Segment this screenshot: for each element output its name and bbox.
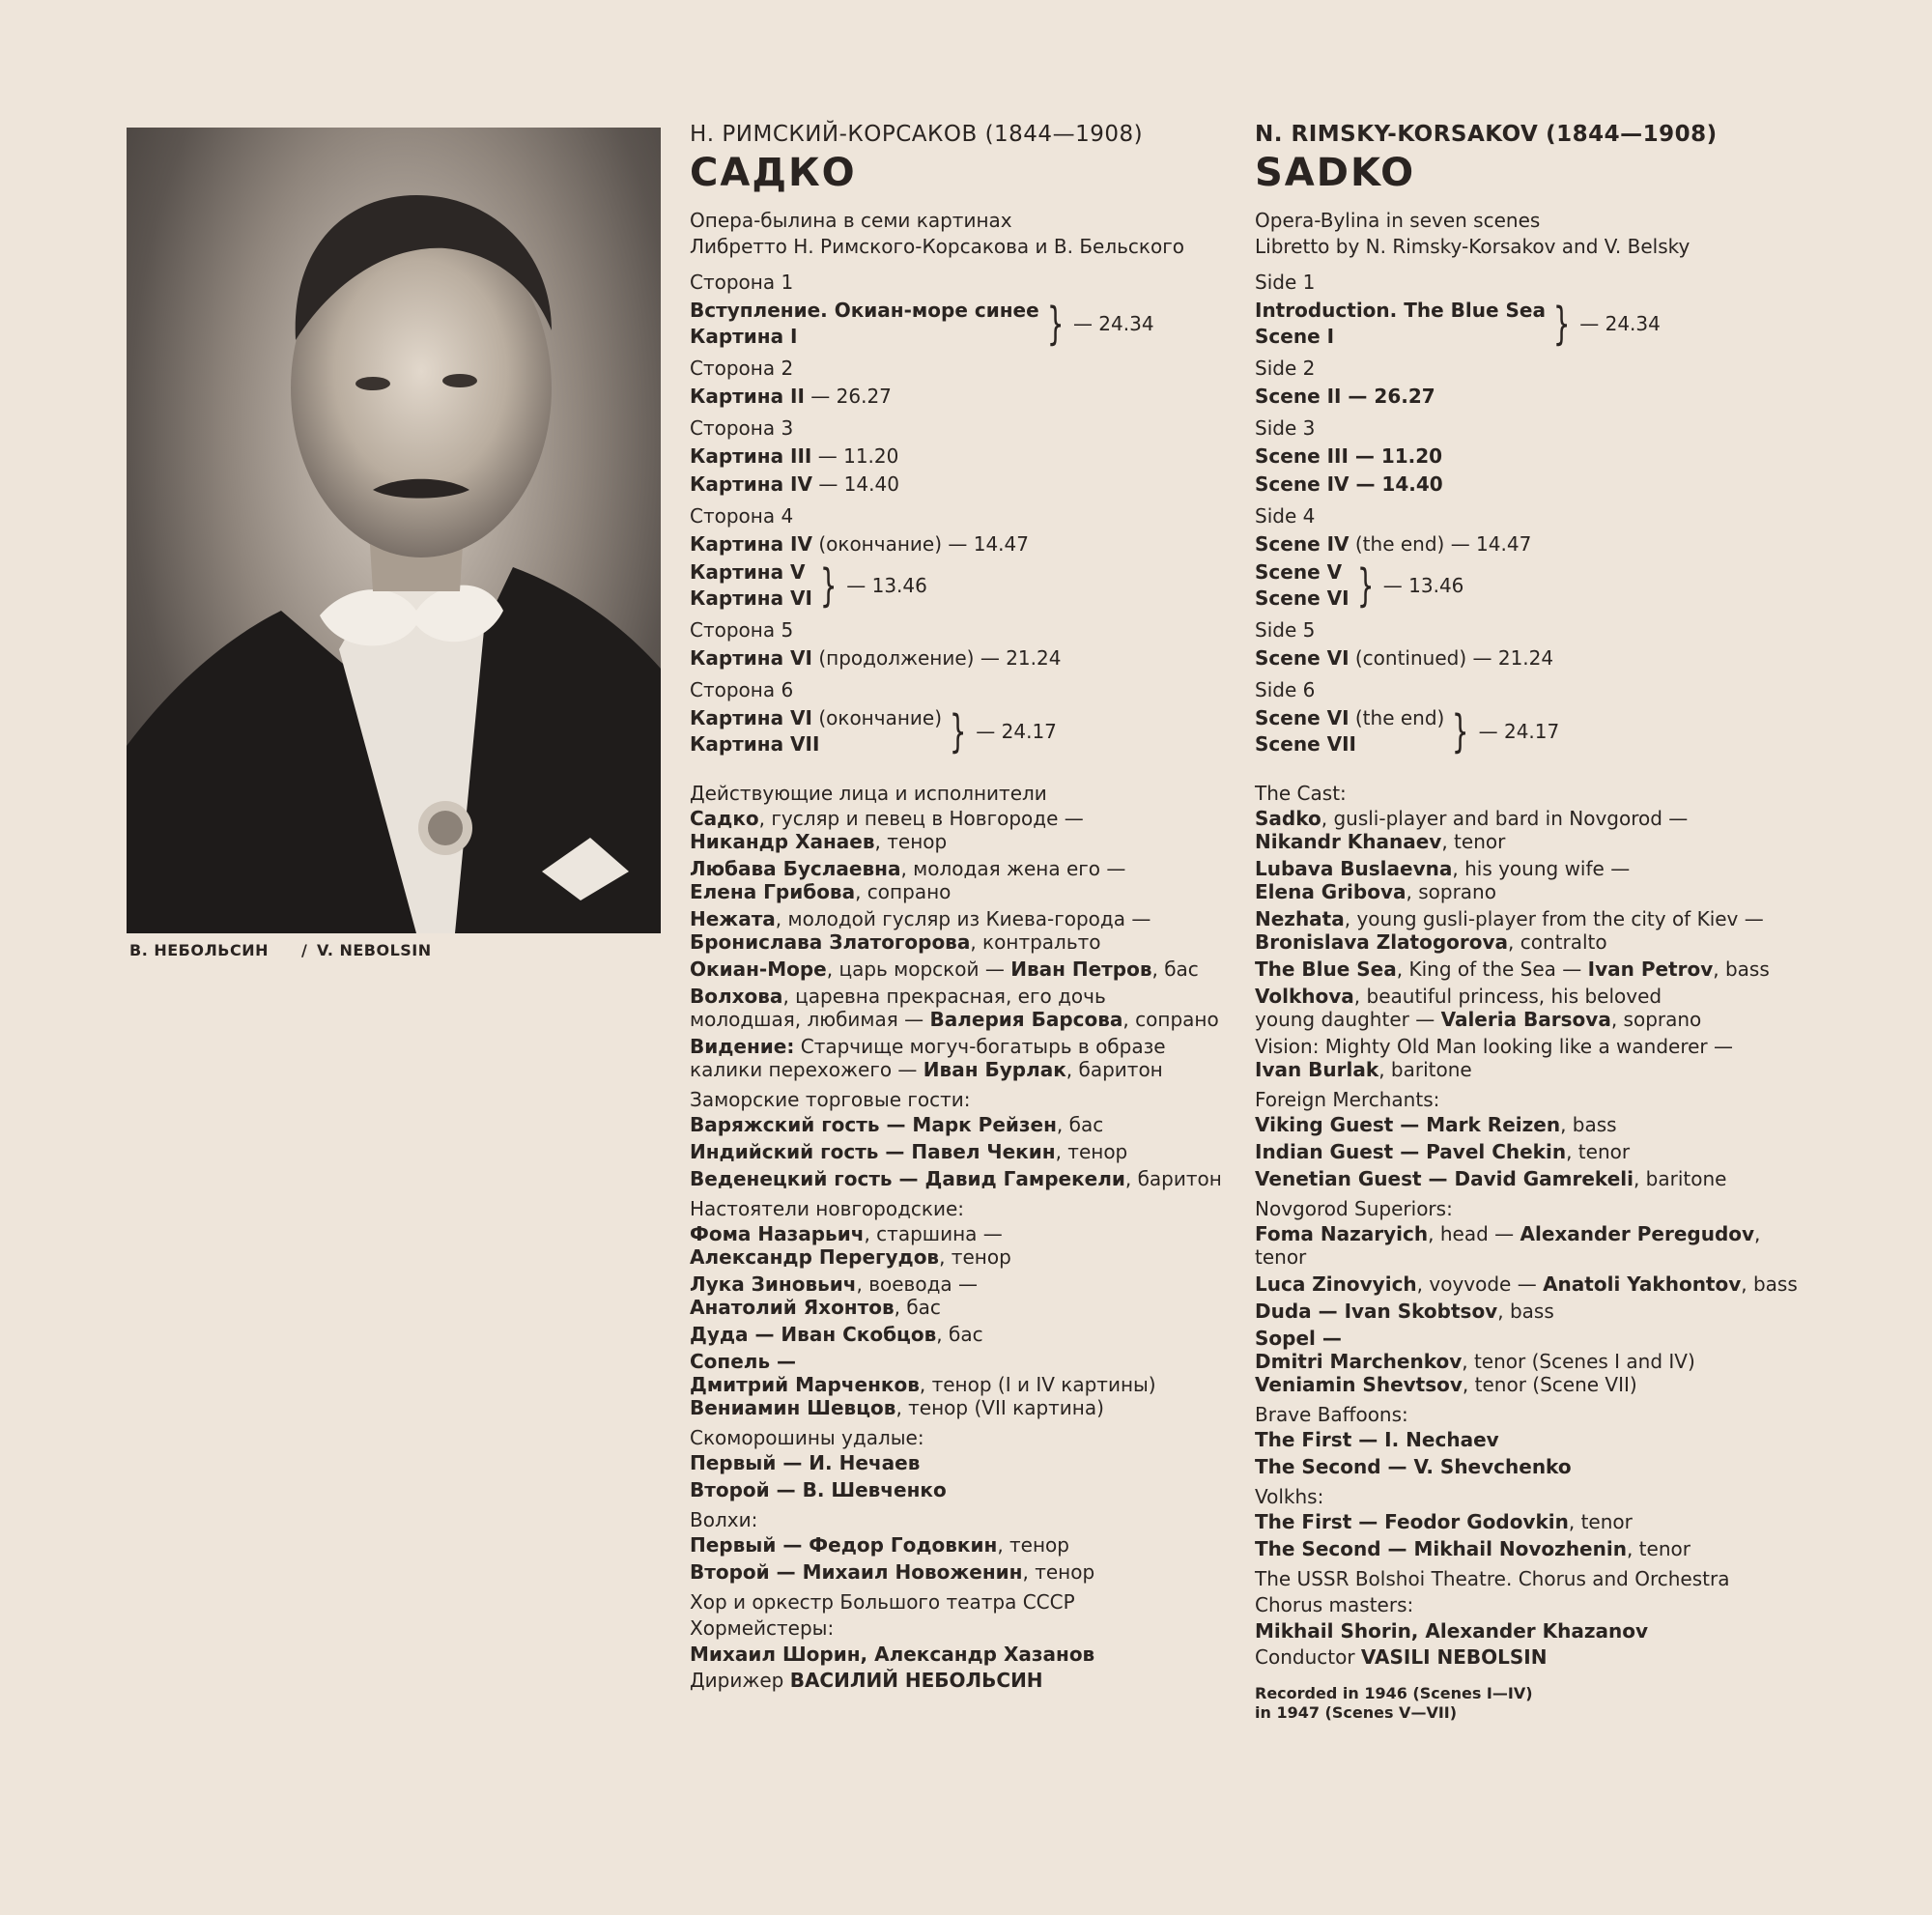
- track-line: Scene IV — 14.40: [1255, 472, 1443, 496]
- cast-entry: The Second — Mikhail Novozhenin, tenor: [1255, 1537, 1690, 1560]
- group-heading: Волхи:: [690, 1508, 758, 1531]
- cast-entry: Первый — И. Нечаев: [690, 1451, 921, 1474]
- side-heading: Side 1: [1255, 271, 1316, 294]
- cast-entry: Любава Буслаевна, молодая жена его — Елена Грибова, сопрано: [690, 857, 1126, 903]
- group-heading: Заморские торговые гости:: [690, 1088, 971, 1111]
- track-line: Картина III — 11.20: [690, 444, 899, 468]
- side-heading: Сторона 6: [690, 678, 794, 701]
- choir-line: The USSR Bolshoi Theatre. Chorus and Orchestra: [1255, 1567, 1730, 1590]
- track-group: Вступление. Окиан-море синее Картина I } — 24.34: [690, 298, 1154, 350]
- cast-entry: Варяжский гость — Марк Рейзен, бас: [690, 1113, 1104, 1136]
- photo-caption-en: V. NEBOLSIN: [317, 941, 432, 959]
- side-heading: Side 2: [1255, 357, 1316, 380]
- cast-entry: Sopel — Dmitri Marchenkov, tenor (Scenes I and IV) Veniamin Shevtsov, tenor (Scene VII): [1255, 1327, 1695, 1396]
- conductor-line: Дирижер ВАСИЛИЙ НЕБОЛЬСИН: [690, 1669, 1043, 1692]
- side-heading: Сторона 4: [690, 504, 794, 528]
- opera-title: САДКО: [690, 151, 857, 195]
- group-heading: Foreign Merchants:: [1255, 1088, 1440, 1111]
- cast-entry: Vision: Mighty Old Man looking like a wanderer — Ivan Burlak, baritone: [1255, 1035, 1734, 1081]
- libretto: Либретто Н. Римского-Корсакова и В. Бельского: [690, 235, 1184, 258]
- side-heading: Side 3: [1255, 416, 1316, 440]
- conductor-portrait-photo: [127, 128, 661, 933]
- cast-entry: Viking Guest — Mark Reizen, bass: [1255, 1113, 1617, 1136]
- subtitle: Опера-былина в семи картинах: [690, 209, 1012, 232]
- cast-entry: The First — I. Nechaev: [1255, 1428, 1499, 1451]
- conductor-line: Conductor VASILI NEBOLSIN: [1255, 1645, 1548, 1669]
- opera-title: SADKO: [1255, 151, 1416, 195]
- composer-heading: Н. РИМСКИЙ-КОРСАКОВ (1844—1908): [690, 122, 1144, 147]
- cast-entry: Indian Guest — Pavel Chekin, tenor: [1255, 1140, 1631, 1163]
- side-heading: Сторона 2: [690, 357, 794, 380]
- track-line: Картина IV (окончание) — 14.47: [690, 532, 1029, 556]
- cast-heading: Действующие лица и исполнители: [690, 782, 1047, 805]
- cast-entry: Первый — Федор Годовкин, тенор: [690, 1533, 1069, 1557]
- track-group: Scene V Scene VI } — 13.46: [1255, 559, 1464, 612]
- subtitle: Opera-Bylina in seven scenes: [1255, 209, 1541, 232]
- portrait-illustration: [127, 128, 661, 933]
- cast-entry: Foma Nazaryich, head — Alexander Peregudov, tenor: [1255, 1222, 1761, 1269]
- photo-caption-ru: В. НЕБОЛЬСИН: [129, 941, 269, 959]
- track-group: Introduction. The Blue Sea Scene I } — 24.34: [1255, 298, 1661, 350]
- side-heading: Side 4: [1255, 504, 1316, 528]
- group-heading: Скоморошины удалые:: [690, 1426, 924, 1449]
- choir-line: Хор и оркестр Большого театра СССР: [690, 1590, 1075, 1614]
- track-listing: [690, 270, 1240, 757]
- cast-entry: Нежата, молодой гусляр из Киева-города — Бронислава Златогорова, контральто: [690, 907, 1151, 954]
- track-line: Scene VI (continued) — 21.24: [1255, 646, 1554, 670]
- cast-entry: Второй — В. Шевченко: [690, 1478, 947, 1501]
- photo-caption-separator: /: [301, 941, 308, 959]
- cast-entry: Sadko, gusli-player and bard in Novgorod — Nikandr Khanaev, tenor: [1255, 807, 1689, 853]
- track-group: Scene VI (the end) Scene VII } — 24.17: [1255, 705, 1560, 757]
- cast-entry: Второй — Михаил Новоженин, тенор: [690, 1560, 1095, 1584]
- track-line: Scene IV (the end) — 14.47: [1255, 532, 1532, 556]
- track-listing: [1255, 270, 1815, 757]
- chorus-masters-names: Mikhail Shorin, Alexander Khazanov: [1255, 1619, 1648, 1643]
- cast-list: [690, 781, 1240, 1694]
- chorus-masters-names: Михаил Шорин, Александр Хазанов: [690, 1643, 1095, 1666]
- track-group: Картина VI (окончание) Картина VII } — 24.17: [690, 705, 1057, 757]
- chorus-masters-label: Хормейстеры:: [690, 1616, 835, 1640]
- side-heading: Сторона 3: [690, 416, 794, 440]
- track-line: Картина IV — 14.40: [690, 472, 899, 496]
- recording-note: Recorded in 1946 (Scenes I—IV) in 1947 (Scenes V—VII): [1255, 1684, 1533, 1722]
- group-heading: Brave Baffoons:: [1255, 1403, 1408, 1426]
- cast-heading: The Cast:: [1255, 782, 1347, 805]
- cast-entry: Дуда — Иван Скобцов, бас: [690, 1323, 983, 1346]
- cast-entry: Фома Назарьич, старшина — Александр Перегудов, тенор: [690, 1222, 1011, 1269]
- track-line: Картина II — 26.27: [690, 385, 892, 408]
- group-heading: Novgorod Superiors:: [1255, 1197, 1453, 1220]
- cast-entry: Сопель — Дмитрий Марченков, тенор (I и IV картины) Вениамин Шевцов, тенор (VII картина): [690, 1350, 1156, 1419]
- cast-entry: Садко, гусляр и певец в Новгороде — Никандр Ханаев, тенор: [690, 807, 1084, 853]
- track-line: Scene II — 26.27: [1255, 385, 1435, 408]
- cast-entry: Lubava Buslaevna, his young wife — Elena Gribova, soprano: [1255, 857, 1631, 903]
- side-heading: Side 6: [1255, 678, 1316, 701]
- cast-entry: Лука Зиновьич, воевода — Анатолий Яхонтов, бас: [690, 1272, 979, 1319]
- cast-entry: Волхова, царевна прекрасная, его дочь молодшая, любимая — Валерия Барсова, сопрано: [690, 985, 1219, 1031]
- side-heading: Side 5: [1255, 618, 1316, 642]
- group-heading: Настоятели новгородские:: [690, 1197, 965, 1220]
- libretto: Libretto by N. Rimsky-Korsakov and V. Belsky: [1255, 235, 1690, 258]
- composer-heading: N. RIMSKY-KORSAKOV (1844—1908): [1255, 122, 1718, 147]
- side-heading: Сторона 1: [690, 271, 794, 294]
- cast-list: [1255, 781, 1815, 1723]
- track-line: Картина VI (продолжение) — 21.24: [690, 646, 1062, 670]
- cast-entry: The Blue Sea, King of the Sea — Ivan Petrov, bass: [1255, 958, 1770, 981]
- cast-entry: The Second — V. Shevchenko: [1255, 1455, 1572, 1478]
- cast-entry: Venetian Guest — David Gamrekeli, baritone: [1255, 1167, 1727, 1190]
- cast-entry: Веденецкий гость — Давид Гамрекели, баритон: [690, 1167, 1222, 1190]
- cast-entry: Volkhova, beautiful princess, his beloved young daughter — Valeria Barsova, soprano: [1255, 985, 1702, 1031]
- group-heading: Volkhs:: [1255, 1485, 1324, 1508]
- russian-column: [690, 122, 1240, 1694]
- english-column: [1255, 122, 1815, 1723]
- cast-entry: Nezhata, young gusli-player from the city of Kiev — Bronislava Zlatogorova, contralto: [1255, 907, 1764, 954]
- side-heading: Сторона 5: [690, 618, 794, 642]
- chorus-masters-label: Chorus masters:: [1255, 1593, 1414, 1616]
- track-group: Картина V Картина VI } — 13.46: [690, 559, 927, 612]
- cast-entry: Видение: Старчище могуч-богатырь в образе калики перехожего — Иван Бурлак, баритон: [690, 1035, 1166, 1081]
- track-line: Scene III — 11.20: [1255, 444, 1443, 468]
- cast-entry: Индийский гость — Павел Чекин, тенор: [690, 1140, 1128, 1163]
- cast-entry: Duda — Ivan Skobtsov, bass: [1255, 1300, 1554, 1323]
- cast-entry: The First — Feodor Godovkin, tenor: [1255, 1510, 1633, 1533]
- cast-entry: Окиан-Море, царь морской — Иван Петров, бас: [690, 958, 1199, 981]
- cast-entry: Luca Zinovyich, voyvode — Anatoli Yakhontov, bass: [1255, 1272, 1798, 1296]
